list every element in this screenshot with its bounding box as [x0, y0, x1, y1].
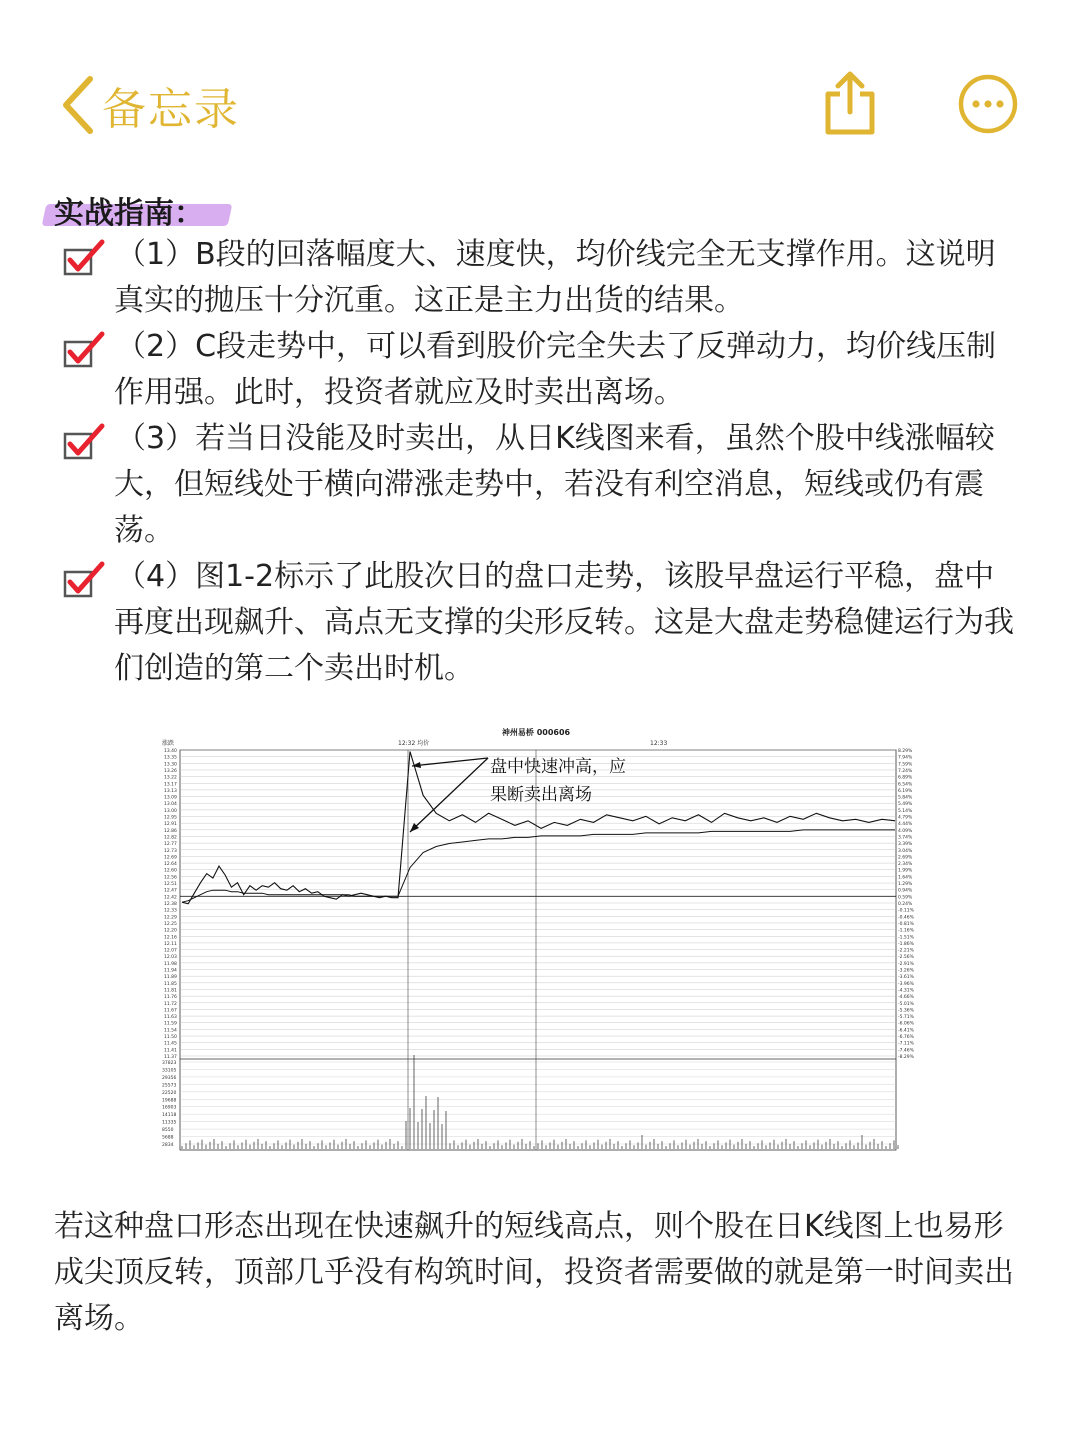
checklist: [60, 232, 1020, 692]
price-tick-label: 11.89: [164, 975, 177, 981]
checklist-item: [60, 232, 1020, 324]
pct-tick-label: -3.26%: [898, 968, 914, 974]
price-tick-label: 12.51: [164, 882, 177, 888]
volume-tick-label: 2834: [162, 1143, 174, 1148]
pct-tick-label: -7.46%: [898, 1048, 914, 1054]
pct-tick-label: -1.16%: [898, 928, 914, 934]
price-tick-label: 11.67: [164, 1008, 177, 1014]
pct-tick-label: -5.01%: [898, 1001, 914, 1007]
pct-tick-label: -6.41%: [898, 1028, 914, 1034]
volume-tick-label: 14118: [162, 1113, 177, 1119]
pct-tick-label: 1.29%: [898, 882, 913, 888]
price-tick-label: 11.85: [164, 981, 177, 987]
price-tick-label: 12.29: [164, 915, 177, 921]
price-tick-label: 11.45: [164, 1041, 177, 1047]
section-title: 实战指南：: [54, 196, 204, 231]
chart-title: 神州易桥 000606: [501, 728, 571, 737]
more-ellipsis-icon: [956, 72, 1020, 136]
checklist-item-text: （3）若当日没能及时卖出，从日K线图来看，虽然个股中线涨幅较大，但短线处于横向滞涨走势中，若没有利空消息，短线或仍有震荡。: [114, 421, 995, 548]
volume-tick-label: 29356: [162, 1075, 177, 1081]
pct-tick-label: 2.34%: [898, 862, 913, 868]
pct-tick-label: 6.89%: [898, 775, 913, 781]
price-tick-label: 12.47: [164, 888, 177, 894]
pct-tick-label: 1.64%: [898, 875, 913, 881]
price-tick-label: 12.07: [164, 948, 177, 954]
annotation-text-line-1: 盘中快速冲高，应: [490, 757, 626, 777]
pct-tick-label: 3.74%: [898, 835, 913, 841]
price-tick-label: 12.91: [164, 822, 177, 828]
pct-tick-label: -1.86%: [898, 941, 914, 947]
price-tick-label: 12.82: [164, 835, 177, 841]
volume-tick-label: 19688: [162, 1098, 177, 1104]
share-icon: [822, 70, 878, 136]
price-tick-label: 11.98: [164, 961, 177, 967]
price-tick-label: 12.69: [164, 855, 177, 861]
pct-tick-label: 7.59%: [898, 762, 913, 768]
pct-tick-label: -4.31%: [898, 988, 914, 994]
nav-bar: [0, 0, 1080, 190]
back-label: 备忘录: [102, 84, 240, 135]
pct-tick-label: 7.24%: [898, 768, 913, 774]
checklist-item: [60, 324, 1020, 416]
price-tick-label: 12.95: [164, 815, 177, 821]
price-tick-label: 11.54: [164, 1028, 177, 1034]
chart-ticks: [162, 748, 915, 1148]
checkbox-checked-icon[interactable]: [62, 422, 106, 462]
annotation: [410, 757, 626, 832]
price-tick-label: 13.26: [164, 768, 177, 774]
back-button[interactable]: [60, 70, 240, 140]
more-button[interactable]: [956, 72, 1020, 136]
pct-tick-label: -2.21%: [898, 948, 914, 954]
pct-tick-label: 3.39%: [898, 842, 913, 848]
price-tick-label: 13.22: [164, 775, 177, 781]
pct-tick-label: 5.14%: [898, 808, 913, 814]
pct-tick-label: 4.44%: [898, 822, 913, 828]
chevron-left-icon: [60, 75, 96, 135]
annotation-arrow: [412, 758, 488, 766]
price-tick-label: 11.94: [164, 968, 177, 974]
price-tick-label: 13.04: [164, 802, 177, 808]
average-price-line: [182, 830, 895, 902]
pct-tick-label: -2.56%: [898, 955, 914, 961]
checkbox-checked-icon[interactable]: [62, 330, 106, 370]
volume-bars: [182, 1055, 898, 1149]
pct-tick-label: 8.29%: [898, 749, 913, 754]
pct-tick-label: 6.19%: [898, 788, 913, 794]
volume-tick-label: 11335: [162, 1120, 177, 1126]
price-tick-label: 12.73: [164, 848, 177, 854]
price-tick-label: 12.42: [164, 895, 177, 901]
volume-tick-label: 16903: [162, 1105, 177, 1111]
volume-tick-label: 37823: [162, 1061, 177, 1066]
pct-tick-label: -2.91%: [898, 961, 914, 967]
price-tick-label: 12.56: [164, 875, 177, 881]
bottom-paragraph: 若这种盘口形态出现在快速飙升的短线高点，则个股在日K线图上也易形成尖顶反转，顶部几乎没有构筑时间，投资者需要做的就是第一时间卖出离场。: [54, 1209, 1014, 1336]
checkbox-checked-icon[interactable]: [62, 238, 106, 278]
price-tick-label: 12.60: [164, 868, 177, 874]
chart-time-label-1: 12:32 均价: [398, 740, 430, 747]
pct-tick-label: 0.94%: [898, 888, 913, 894]
checklist-item: [60, 554, 1020, 692]
pct-tick-label: -5.71%: [898, 1015, 914, 1021]
pct-tick-label: -1.51%: [898, 935, 914, 941]
price-tick-label: 13.00: [164, 808, 177, 814]
pct-tick-label: -6.76%: [898, 1035, 914, 1041]
price-tick-label: 11.41: [164, 1048, 177, 1054]
price-tick-label: 12.86: [164, 828, 177, 834]
stock-chart-image: [160, 722, 920, 1154]
price-tick-label: 13.35: [164, 755, 177, 761]
volume-tick-label: 5688: [162, 1135, 174, 1141]
pct-tick-label: 3.04%: [898, 848, 913, 854]
chart-top-left-label: 涨跌: [162, 740, 175, 747]
price-tick-label: 13.13: [164, 788, 177, 794]
pct-tick-label: 6.54%: [898, 782, 913, 788]
price-tick-label: 11.37: [164, 1055, 177, 1060]
pct-tick-label: -0.46%: [898, 915, 914, 921]
price-tick-label: 11.59: [164, 1021, 177, 1027]
price-tick-label: 12.20: [164, 928, 177, 934]
price-tick-label: 13.30: [164, 762, 177, 768]
pct-tick-label: -3.61%: [898, 975, 914, 981]
pct-tick-label: -7.11%: [898, 1041, 914, 1047]
volume-tick-label: 33105: [162, 1068, 177, 1074]
price-tick-label: 12.16: [164, 935, 177, 941]
pct-tick-label: 0.24%: [898, 902, 913, 907]
pct-tick-label: -4.66%: [898, 995, 914, 1001]
pct-tick-label: 5.84%: [898, 795, 913, 801]
volume-tick-label: 25573: [162, 1083, 177, 1089]
intraday-chart: [160, 722, 920, 1154]
price-tick-label: 11.81: [164, 988, 177, 994]
checklist-item-text: （1）B段的回落幅度大、速度快，均价线完全无支撑作用。这说明真实的抛压十分沉重。这正是主力出货的结果。: [114, 237, 996, 318]
price-tick-label: 12.38: [164, 902, 177, 907]
pct-tick-label: 1.99%: [898, 868, 913, 874]
price-tick-label: 12.11: [164, 941, 177, 947]
pct-tick-label: 5.49%: [898, 802, 913, 808]
checklist-item-text: （2）C段走势中，可以看到股价完全失去了反弹动力，均价线压制作用强。此时，投资者就应及时卖出离场。: [114, 329, 997, 410]
pct-tick-label: -6.06%: [898, 1021, 914, 1027]
price-tick-label: 11.63: [164, 1015, 177, 1021]
chart-time-label-2: 12:33: [650, 740, 668, 747]
price-tick-label: 11.50: [164, 1035, 177, 1041]
pct-tick-label: -3.96%: [898, 981, 914, 987]
checkbox-checked-icon[interactable]: [62, 560, 106, 600]
checklist-item: [60, 416, 1020, 554]
price-tick-label: 12.64: [164, 862, 177, 868]
checklist-item-text: （4）图1-2标示了此股次日的盘口走势，该股早盘运行平稳，盘中再度出现飙升、高点无支撑的尖形反转。这是大盘走势稳健运行为我们创造的第二个卖出时机。: [114, 559, 1014, 686]
share-button[interactable]: [822, 70, 878, 136]
pct-tick-label: -0.11%: [898, 908, 914, 914]
price-tick-label: 11.72: [164, 1001, 177, 1007]
pct-tick-label: 0.59%: [898, 895, 913, 901]
pct-tick-label: -8.29%: [898, 1055, 914, 1060]
chart-grid: [180, 750, 896, 1150]
price-tick-label: 12.33: [164, 908, 177, 914]
price-tick-label: 13.17: [164, 782, 177, 788]
price-tick-label: 12.25: [164, 921, 177, 927]
annotation-text-line-2: 果断卖出离场: [490, 785, 592, 805]
pct-tick-label: 4.79%: [898, 815, 913, 821]
price-tick-label: 12.03: [164, 955, 177, 961]
volume-tick-label: 8550: [162, 1128, 174, 1134]
price-tick-label: 11.76: [164, 995, 177, 1001]
price-tick-label: 13.09: [164, 795, 177, 801]
pct-tick-label: -0.81%: [898, 921, 914, 927]
price-tick-label: 13.40: [164, 749, 177, 754]
pct-tick-label: 4.09%: [898, 828, 913, 834]
price-tick-label: 12.77: [164, 842, 177, 848]
pct-tick-label: 7.94%: [898, 755, 913, 761]
pct-tick-label: -5.36%: [898, 1008, 914, 1014]
pct-tick-label: 2.69%: [898, 855, 913, 861]
volume-tick-label: 22520: [162, 1090, 177, 1096]
